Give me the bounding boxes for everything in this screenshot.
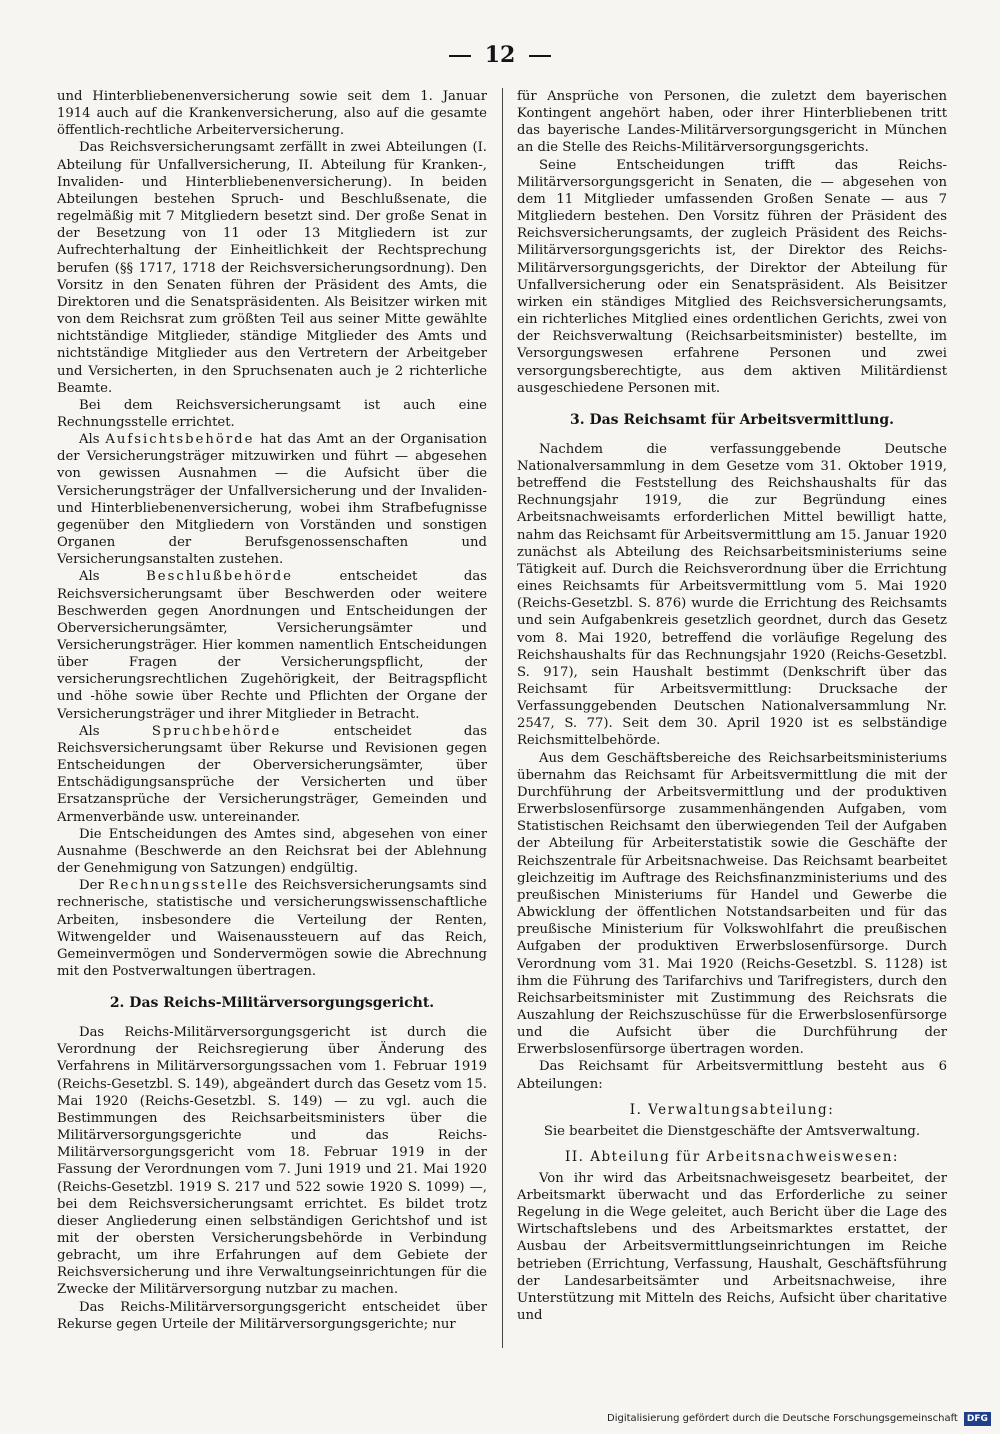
paragraph: Das Reichsversicherungsamt zerfällt in zwei Abteilungen (I. Abteilung für Unfallversicherung, II. Abteilung für Kranken-, Invaliden- und Hinterbliebenenversicherung). In beiden Abteilungen bestehen Spruch- und Beschlußsenate, die regelmäßig mit 7 Mitgliedern besetzt sind. Der große Senat in der Besetzung von 11 oder 13 Mitgliedern ist zur Aufrechterhaltung der Einheitlichkeit der Rechtsprechung berufen (§§ 1717, 1718 der Reichsversicherungsordnung). Den Vorsitz in den Senaten führen der Präsident des Amts, die Direktoren und die Senatspräsidenten. Als Beisitzer wirken mit von dem Reichsrat zum größten Teil aus seiner Mitte gewählte nichtständige Mitglieder, ständige Mitglieder des Amts und nichtständige Mitglieder aus den Vertretern der Arbeitgeber und Versicherten, in den Spruchsenaten auch je 2 richterliche Beamte. — [57, 140, 487, 396]
paragraph: Bei dem Reichsversicherungsamt ist auch eine Rechnungsstelle errichtet. — [57, 397, 487, 430]
paragraph: Seine Entscheidungen trifft das Reichs-Militärversorgungsgericht in Senaten, die — abgesehen von dem 11 Mitglieder umfassenden Großen Senate — aus 7 Mitgliedern bestehen. Den Vorsitz führen der Präsident des Reichsversicherungsamts, der zugleich Präsident des Reichs-Militärversorgungsgerichts ist, der Direktor des Reichs-Militärversorgungsgerichts, der Direktor der Abteilung für Unfallversicherung oder ein Senatspräsident. Als Beisitzer wirken ein ständiges Mitglied des Reichsversicherungsamts, ein richterliches Mitglied eines ordentlichen Gerichts, zwei von der Reichsverwaltung (Reichsarbeitsminister) bestellte, im Versorgungswesen erfahrene Personen und zwei versorgungsberechtigte, aus dem aktiven Militärdienst ausgeschiedene Personen mit. — [517, 157, 947, 396]
section-heading-3: 3. Das Reichsamt für Arbeitsvermittlung. — [569, 411, 894, 428]
text-columns — [57, 88, 947, 1348]
term-aufsichtsbehoerde: Aufsichtsbehörde — [105, 432, 255, 448]
paragraph-prefix: Als — [79, 432, 100, 448]
paragraph: für Ansprüche von Personen, die zuletzt dem bayerischen Kontingent angehört haben, oder ihrer Hinterbliebenen tritt das bayerische Landes-Militärversorgungsgericht in München an die Stelle des Reichs-Militärversorgungsgerichts. — [517, 89, 947, 156]
paragraph-text: des Reichsversicherungsamts sind rechnerische, statistische und versicherungswissenschaftliche Arbeiten, insbesondere die Verteilung der Renten, Witwengelder und Waisenaussteuern auf das Reich, Gemeinvermögen und Sondervermögen sowie die Abrechnung mit den Postverwaltungen übertragen. — [57, 878, 487, 979]
paragraph — [57, 431, 487, 568]
section-heading-2: 2. Das Reichs-Militärversorgungsgericht. — [109, 995, 435, 1012]
term-beschlussbehoerde: Beschlußbehörde — [146, 569, 293, 585]
paragraph — [57, 568, 487, 722]
paragraph: Nachdem die verfassunggebende Deutsche Nationalversammlung in dem Gesetze vom 31. Oktober 1919, betreffend die Feststellung des Reichshaushalts für das Rechnungsjahr 1919, die zur Begründung eines Arbeitsnachweisamts erforderlichen Mittel bewilligt hatte, nahm das Reichsamt für Arbeitsvermittlung am 15. Januar 1920 zunächst als Abteilung des Reichsarbeitsministeriums seine Tätigkeit auf. Durch die Reichsverordnung über die Errichtung eines Reichsamts für Arbeitsvermittlung vom 5. Mai 1920 (Reichs-Gesetzbl. S. 876) wurde die Errichtung des Reichsamts und sein Aufgabenkreis gesetzlich geordnet, durch das Gesetz vom 8. Mai 1920, betreffend die vorläufige Regelung des Reichshaushalts für das Rechnungsjahr 1920 (Reichs-Gesetzbl. S. 917), sein Haushalt bestimmt (Denkschrift über das Reichsamt für Arbeitsvermittlung: Drucksache der Verfassunggebenden Deutschen Nationalversammlung Nr. 2547, S. 77). Seit dem 30. April 1920 ist es selbständige Reichsmittelbehörde. — [517, 441, 947, 749]
department-text: Sie bearbeitet die Dienstgeschäfte der Amtsverwaltung. — [543, 1123, 921, 1139]
paragraph-prefix: Der — [79, 878, 104, 894]
paragraph-text: entscheidet das Reichsversicherungsamt über Beschwerden oder weitere Beschwerden gegen Anordnungen und Entscheidungen der Oberversicherungsämter, Versicherungsämter und Versicherungsträger. Hier kommen namentlich Entscheidungen über Fragen der Versicherungspflicht, der versicherungsrechtlichen Zugehörigkeit, der Beitragspflicht und -höhe sowie über Rechte und Pflichten der Organe der Versicherungsträger und ihrer Mitglieder in Betracht. — [57, 569, 487, 722]
header-dash-left — [449, 55, 471, 57]
paragraph-text: entscheidet das Reichsversicherungsamt über Rekurse und Revisionen gegen Entscheidungen der Oberversicherungsämter, über Entschädigungsansprüche der Versicherten und über Ersatzansprüche der Versicherungsträger, Gemeinden und Armenverbände usw. untereinander. — [57, 723, 487, 825]
paragraph: Die Entscheidungen des Amtes sind, abgesehen von einer Ausnahme (Beschwerde an den Reichsrat bei der Ablehnung der Genehmigung von Satzungen) endgültig. — [57, 826, 487, 877]
department-title: II. Abteilung für Arbeitsnachweiswesen: — [565, 1148, 899, 1165]
paragraph: Das Reichsamt für Arbeitsvermittlung besteht aus 6 Abteilungen: — [517, 1059, 947, 1092]
page-number: 12 — [484, 42, 516, 68]
paragraph: und Hinterbliebenenversicherung sowie seit dem 1. Januar 1914 auch auf die Krankenversicherung, also auf die gesamte öffentlich-rechtliche Arbeiterversicherung. — [57, 89, 487, 139]
paragraph — [57, 723, 487, 826]
left-column — [57, 88, 487, 1348]
paragraph — [57, 877, 487, 980]
term-rechnungsstelle: Rechnungsstelle — [108, 878, 250, 894]
paragraph-prefix: Als — [79, 569, 100, 585]
page-header — [0, 40, 1000, 70]
paragraph-text: hat das Amt an der Organisation der Versicherungsträger mitzuwirken und führt — abgesehen von gewissen Ausnahmen — die Aufsicht über die Versicherungsträger der Unfallversicherung und der Invaliden- und Hinterbliebenenversicherung, wobei ihm Strafbefugnisse gegenüber den Mitgliedern von Vorständen und sonstigen Organen der Berufsgenossenschaften und Versicherungsanstalten zustehen. — [57, 432, 487, 568]
paragraph: Von ihr wird das Arbeitsnachweisgesetz bearbeitet, der Arbeitsmarkt überwacht und das Erforderliche zu seiner Regelung in die Wege geleitet, auch Bericht über die Lage des Wirtschaftslebens und des Arbeitsmarktes erstattet, der Ausbau der Arbeitsvermittlungseinrichtungen im Reiche betrieben (Errichtung, Verfassung, Haushalt, Geschäftsführung der Landesarbeitsämter und Arbeitsnachweise, ihre Unterstützung mit Mitteln des Reichs, Aufsicht über charitative und — [517, 1170, 947, 1323]
department-title: I. Verwaltungsabteilung: — [629, 1101, 835, 1118]
dfg-logo-icon: DFG — [964, 1412, 991, 1426]
right-column — [517, 88, 947, 1348]
header-dash-right — [529, 55, 551, 57]
column-divider — [502, 88, 503, 1348]
paragraph: Das Reichs-Militärversorgungsgericht ist durch die Verordnung der Reichsregierung über Änderung des Verfahrens in Militärversorgungssachen vom 1. Februar 1919 (Reichs-Gesetzbl. S. 149), abgeändert durch das Gesetz vom 15. Mai 1920 (Reichs-Gesetzbl. S. 149) — zu vgl. auch die Bestimmungen des Reichsarbeitsministers über die Militärversorgungsgerichte und das Reichs-Militärversorgungsgericht vom 18. Februar 1919 in der Fassung der Verordnungen vom 7. Juni 1919 und 21. Mai 1920 (Reichs-Gesetzbl. 1919 S. 217 und 522 sowie 1920 S. 1099) —, bei dem Reichsversicherungsamt errichtet. Es bildet trotz dieser Angliederung einen selbständigen Gerichtshof und ist mit der obersten Versicherungsbehörde in Verbindung gebracht, um ihre Erfahrungen auf dem Gebiete der Reichsversicherung und ihre Verwaltungseinrichtungen für die Zwecke der Militärversorgung nutzbar zu machen. — [57, 1025, 487, 1298]
footer-text: Digitalisierung gefördert durch die Deutsche Forschungsgemeinschaft — [607, 1413, 958, 1424]
paragraph-prefix: Als — [79, 723, 100, 739]
paragraph: Aus dem Geschäftsbereiche des Reichsarbeitsministeriums übernahm das Reichsamt für Arbeitsvermittlung die mit der Durchführung der Arbeitsvermittlung und der produktiven Erwerbslosenfürsorge zusammenhängenden Aufgaben, vom Statistischen Reichsamt den überwiegenden Teil der Aufgaben der Abteilung für Arbeiterstatistik sowie die Geschäfte der Reichszentrale für Arbeitsnachweise. Das Reichsamt bearbeitet gleichzeitig im Auftrage des Reichsfinanzministeriums und des preußischen Ministeriums für Handel und Gewerbe die Abwicklung der öffentlichen Notstandsarbeiten und für das preußische Ministerium für Volkswohlfahrt die preußischen Aufgaben der produktiven Erwerbslosenfürsorge. Durch Verordnung vom 31. Mai 1920 (Reichs-Gesetzbl. S. 1128) ist ihm die Führung des Tarifarchivs und Tarifregisters, durch den Reichsarbeitsminister mit Zustimmung des Reichsrats die Auszahlung der Reichszuschüsse für die Erwerbslosenfürsorge und die Aufsicht über die Durchführung der Erwerbslosenfürsorge übertragen worden. — [517, 750, 947, 1058]
paragraph: Das Reichs-Militärversorgungsgericht entscheidet über Rekurse gegen Urteile der Militärversorgungsgerichte; nur — [57, 1299, 487, 1332]
footer-credit — [607, 1410, 991, 1428]
term-spruchbehoerde: Spruchbehörde — [151, 723, 282, 739]
